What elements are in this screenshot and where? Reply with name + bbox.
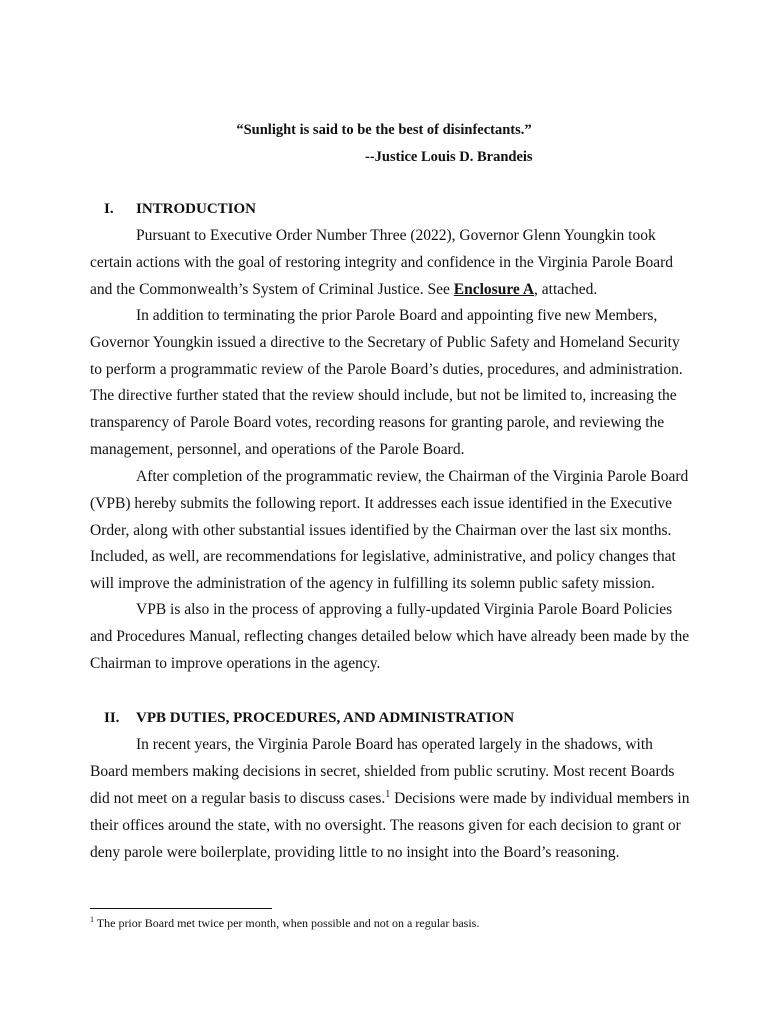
epigraph-attribution: --Justice Louis D. Brandeis — [365, 149, 533, 165]
paragraph-line: (VPB) hereby submits the following report. It addresses each issue identified in the Executive — [90, 495, 672, 512]
enclosure-a-link[interactable]: Enclosure A — [453, 281, 535, 298]
section-heading-vpb-duties — [104, 708, 514, 728]
paragraph-line: will improve the administration of the agency in fulfilling its solemn public safety mission. — [90, 575, 655, 592]
paragraph-line: transparency of Parole Board votes, recording reasons for granting parole, and reviewing the — [90, 414, 665, 431]
paragraph-line: did not meet on a regular basis to discuss cases.$^1$ Decisions were made by individual members in — [90, 788, 690, 807]
paragraph-line: In recent years, the Virginia Parole Board has operated largely in the shadows, with — [136, 736, 653, 753]
paragraph-line: Included, as well, are recommendations for legislative, administrative, and policy changes that — [90, 548, 676, 565]
paragraph-line: Chairman to improve operations in the agency. — [90, 655, 381, 672]
section-number: II. — [104, 710, 120, 726]
footnote-marker: 1 — [90, 915, 94, 924]
footnote-reference[interactable]: 1 — [385, 788, 391, 800]
section-heading-introduction — [104, 199, 256, 219]
epigraph-quote: “Sunlight is said to be the best of disinfectants.” — [236, 122, 532, 138]
footnote-separator — [90, 908, 272, 909]
section-number: I. — [104, 201, 114, 217]
paragraph-line: deny parole were boilerplate, providing little to no insight into the Board’s reasoning. — [90, 844, 620, 861]
paragraph-line: After completion of the programmatic review, the Chairman of the Virginia Parole Board — [136, 468, 689, 485]
section-title: INTRODUCTION — [136, 201, 257, 217]
paragraph-line: and the Commonwealth’s System of Criminal Justice. See Enclosure A, attached. — [90, 281, 598, 298]
paragraph-line: and Procedures Manual, reflecting changes detailed below which have already been made by the — [90, 628, 690, 645]
paragraph-line: In addition to terminating the prior Parole Board and appointing five new Members, — [136, 307, 658, 324]
paragraph-line: VPB is also in the process of approving a fully-updated Virginia Parole Board Policies — [136, 601, 673, 618]
paragraph-line: Order, along with other substantial issues identified by the Chairman over the last six months. — [90, 522, 672, 539]
paragraph-line: their offices around the state, with no oversight. The reasons given for each decision to grant or — [90, 817, 681, 834]
paragraph-line: certain actions with the goal of restoring integrity and confidence in the Virginia Parole Board — [90, 254, 674, 271]
section-title: VPB DUTIES, PROCEDURES, AND ADMINISTRATION — [136, 710, 515, 726]
footnote-text: The prior Board met twice per month, when possible and not on a regular basis. — [94, 916, 480, 930]
paragraph-line: management, personnel, and operations of the Parole Board. — [90, 441, 465, 458]
paragraph-line: Pursuant to Executive Order Number Three (2022), Governor Glenn Youngkin took — [136, 227, 656, 244]
paragraph-line: to perform a programmatic review of the Parole Board’s duties, procedures, and administration. — [90, 361, 683, 378]
footnote — [90, 915, 479, 931]
paragraph-line: The directive further stated that the review should include, but not be limited to, increasing the — [90, 387, 677, 404]
paragraph-line: Governor Youngkin issued a directive to the Secretary of Public Safety and Homeland Security — [90, 334, 680, 351]
paragraph-line: Board members making decisions in secret, shielded from public scrutiny. Most recent Boards — [90, 763, 675, 780]
